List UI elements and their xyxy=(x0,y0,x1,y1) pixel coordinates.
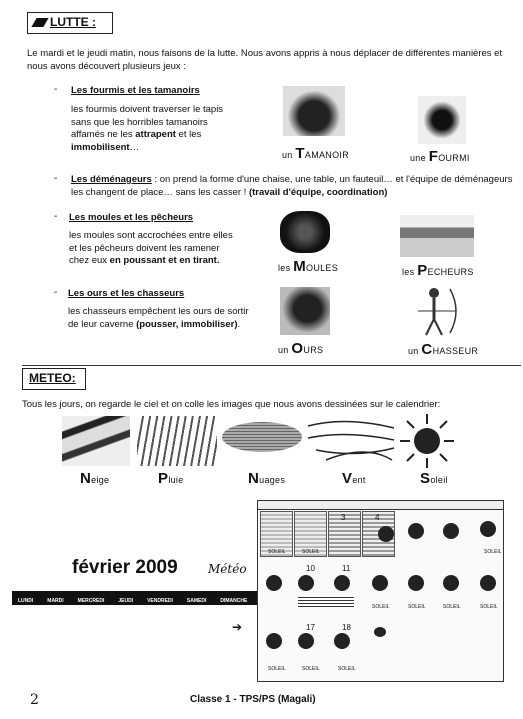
weather-label-neige: Neige xyxy=(80,470,110,487)
pluie-image xyxy=(137,416,217,466)
sun-sticker xyxy=(266,633,282,649)
moules-caption: les MOULES xyxy=(278,258,339,275)
sun-sticker xyxy=(378,526,394,542)
sticker-caption: SOLEIL xyxy=(302,549,320,555)
calendar-grid xyxy=(257,500,504,682)
weather-label-vent: Vent xyxy=(342,470,366,487)
weather-label-pluie: Pluie xyxy=(158,470,184,487)
sticker-caption: SOLEIL xyxy=(268,549,286,555)
ours-image xyxy=(280,287,330,335)
nuages-image xyxy=(222,422,302,452)
sun-sticker xyxy=(480,575,496,591)
sticker-caption: SOLEIL xyxy=(443,604,461,610)
meteo-divider xyxy=(22,365,521,366)
sticker-caption: SOLEIL xyxy=(372,604,390,610)
lutte-title-box xyxy=(27,12,113,34)
day-number: 3 xyxy=(341,513,346,522)
footer-class-line: Classe 1 - TPS/PS (Magali) xyxy=(190,694,316,705)
sun-sticker xyxy=(374,627,386,637)
sun-sticker xyxy=(298,575,314,591)
day-number: 4 xyxy=(375,513,380,522)
calendar-month: février 2009 xyxy=(72,557,178,578)
hunter-drawing xyxy=(412,285,464,337)
sun-sticker xyxy=(334,633,350,649)
calendar-day-band: LUNDI MARDI MERCREDI JEUDI VENDREDI SAMEDI DIMANCHE xyxy=(12,591,258,605)
arrow-icon: ➔ xyxy=(232,620,243,634)
sun-drawing xyxy=(398,414,456,468)
pecheurs-image xyxy=(400,215,474,257)
bullet-3: - xyxy=(54,211,58,222)
fourmi-caption: une FOURMI xyxy=(410,148,470,165)
sticker-caption: SOLEIL xyxy=(408,604,426,610)
sun-sticker xyxy=(443,575,459,591)
sun-sticker xyxy=(480,521,496,537)
bullet-1: - xyxy=(54,84,58,95)
day-number: 18 xyxy=(342,623,351,632)
sun-sticker xyxy=(298,633,314,649)
lutte-intro: Le mardi et le jeudi matin, nous faisons de la lutte. Nous avons appris à nous déplacer de différentes manières et nous avons découvert plusieurs jeux : xyxy=(27,48,503,72)
bullet-2: - xyxy=(54,173,58,184)
game-1-text: les fourmis doivent traverser le tapis sans que les horribles tamanoirs affamés ne les attrapent et les immobilisent… xyxy=(71,104,224,153)
game-3-text: les moules sont accrochées entre elles et les pêcheurs doivent les ramener chez eux en poussant et en tirant. xyxy=(69,230,233,266)
sun-sticker xyxy=(408,523,424,539)
fourmi-image xyxy=(418,96,466,144)
sticker-caption: SOLEIL xyxy=(480,604,498,610)
meteo-title: METEO: xyxy=(29,371,76,385)
sticker-caption: SOLEIL xyxy=(338,666,356,672)
pecheurs-caption: les PECHEURS xyxy=(402,262,474,279)
game-1-heading: Les fourmis et les tamanoirs xyxy=(71,85,200,96)
bullet-4: - xyxy=(54,287,58,298)
tamanoir-caption: un TAMANOIR xyxy=(282,145,349,162)
chasseur-image xyxy=(412,285,464,337)
sticker-caption: SOLEIL xyxy=(484,549,502,555)
pencil-icon xyxy=(31,18,48,27)
day-number: 17 xyxy=(306,623,315,632)
vent-image xyxy=(306,414,396,464)
game-2-text: Les déménageurs : on prend la forme d'une chaise, une table, un fauteuil… et l'équipe de déménageurs les changent de place… sans les casser ! (travail d'équipe, coordination) xyxy=(71,174,513,198)
wind-drawing xyxy=(306,414,396,464)
sun-sticker xyxy=(443,523,459,539)
day-number: 10 xyxy=(306,564,315,573)
lutte-title: LUTTE : xyxy=(50,15,96,29)
game-3-heading: Les moules et les pêcheurs xyxy=(69,212,194,223)
sun-sticker xyxy=(408,575,424,591)
sticker-caption: SOLEIL xyxy=(268,666,286,672)
sun-sticker xyxy=(334,575,350,591)
meteo-intro: Tous les jours, on regarde le ciel et on colle les images que nous avons dessinées sur le calendrier: xyxy=(22,399,441,410)
cal-cell-r1c3 xyxy=(328,511,361,557)
sun-sticker xyxy=(372,575,388,591)
wind-sticker xyxy=(298,597,354,607)
chasseur-caption: un CHASSEUR xyxy=(408,341,479,358)
moules-image xyxy=(280,211,330,253)
soleil-image xyxy=(398,414,456,468)
sun-sticker xyxy=(266,575,282,591)
game-4-heading: Les ours et les chasseurs xyxy=(68,288,185,299)
weather-label-nuages: Nuages xyxy=(248,470,286,487)
neige-image xyxy=(62,416,130,466)
sticker-caption: SOLEIL xyxy=(302,666,320,672)
tamanoir-image xyxy=(283,86,345,136)
calendar-script-word: Météo xyxy=(208,562,247,576)
meteo-title-box xyxy=(22,368,86,390)
ours-caption: un OURS xyxy=(278,340,324,357)
weather-label-soleil: Soleil xyxy=(420,470,448,487)
page-number: 2 xyxy=(30,692,39,708)
calendar-header-strip xyxy=(258,501,503,510)
game-4-text: les chasseurs empêchent les ours de sortir de leur caverne (pousser, immobiliser). xyxy=(68,306,249,330)
day-number: 11 xyxy=(342,564,351,573)
